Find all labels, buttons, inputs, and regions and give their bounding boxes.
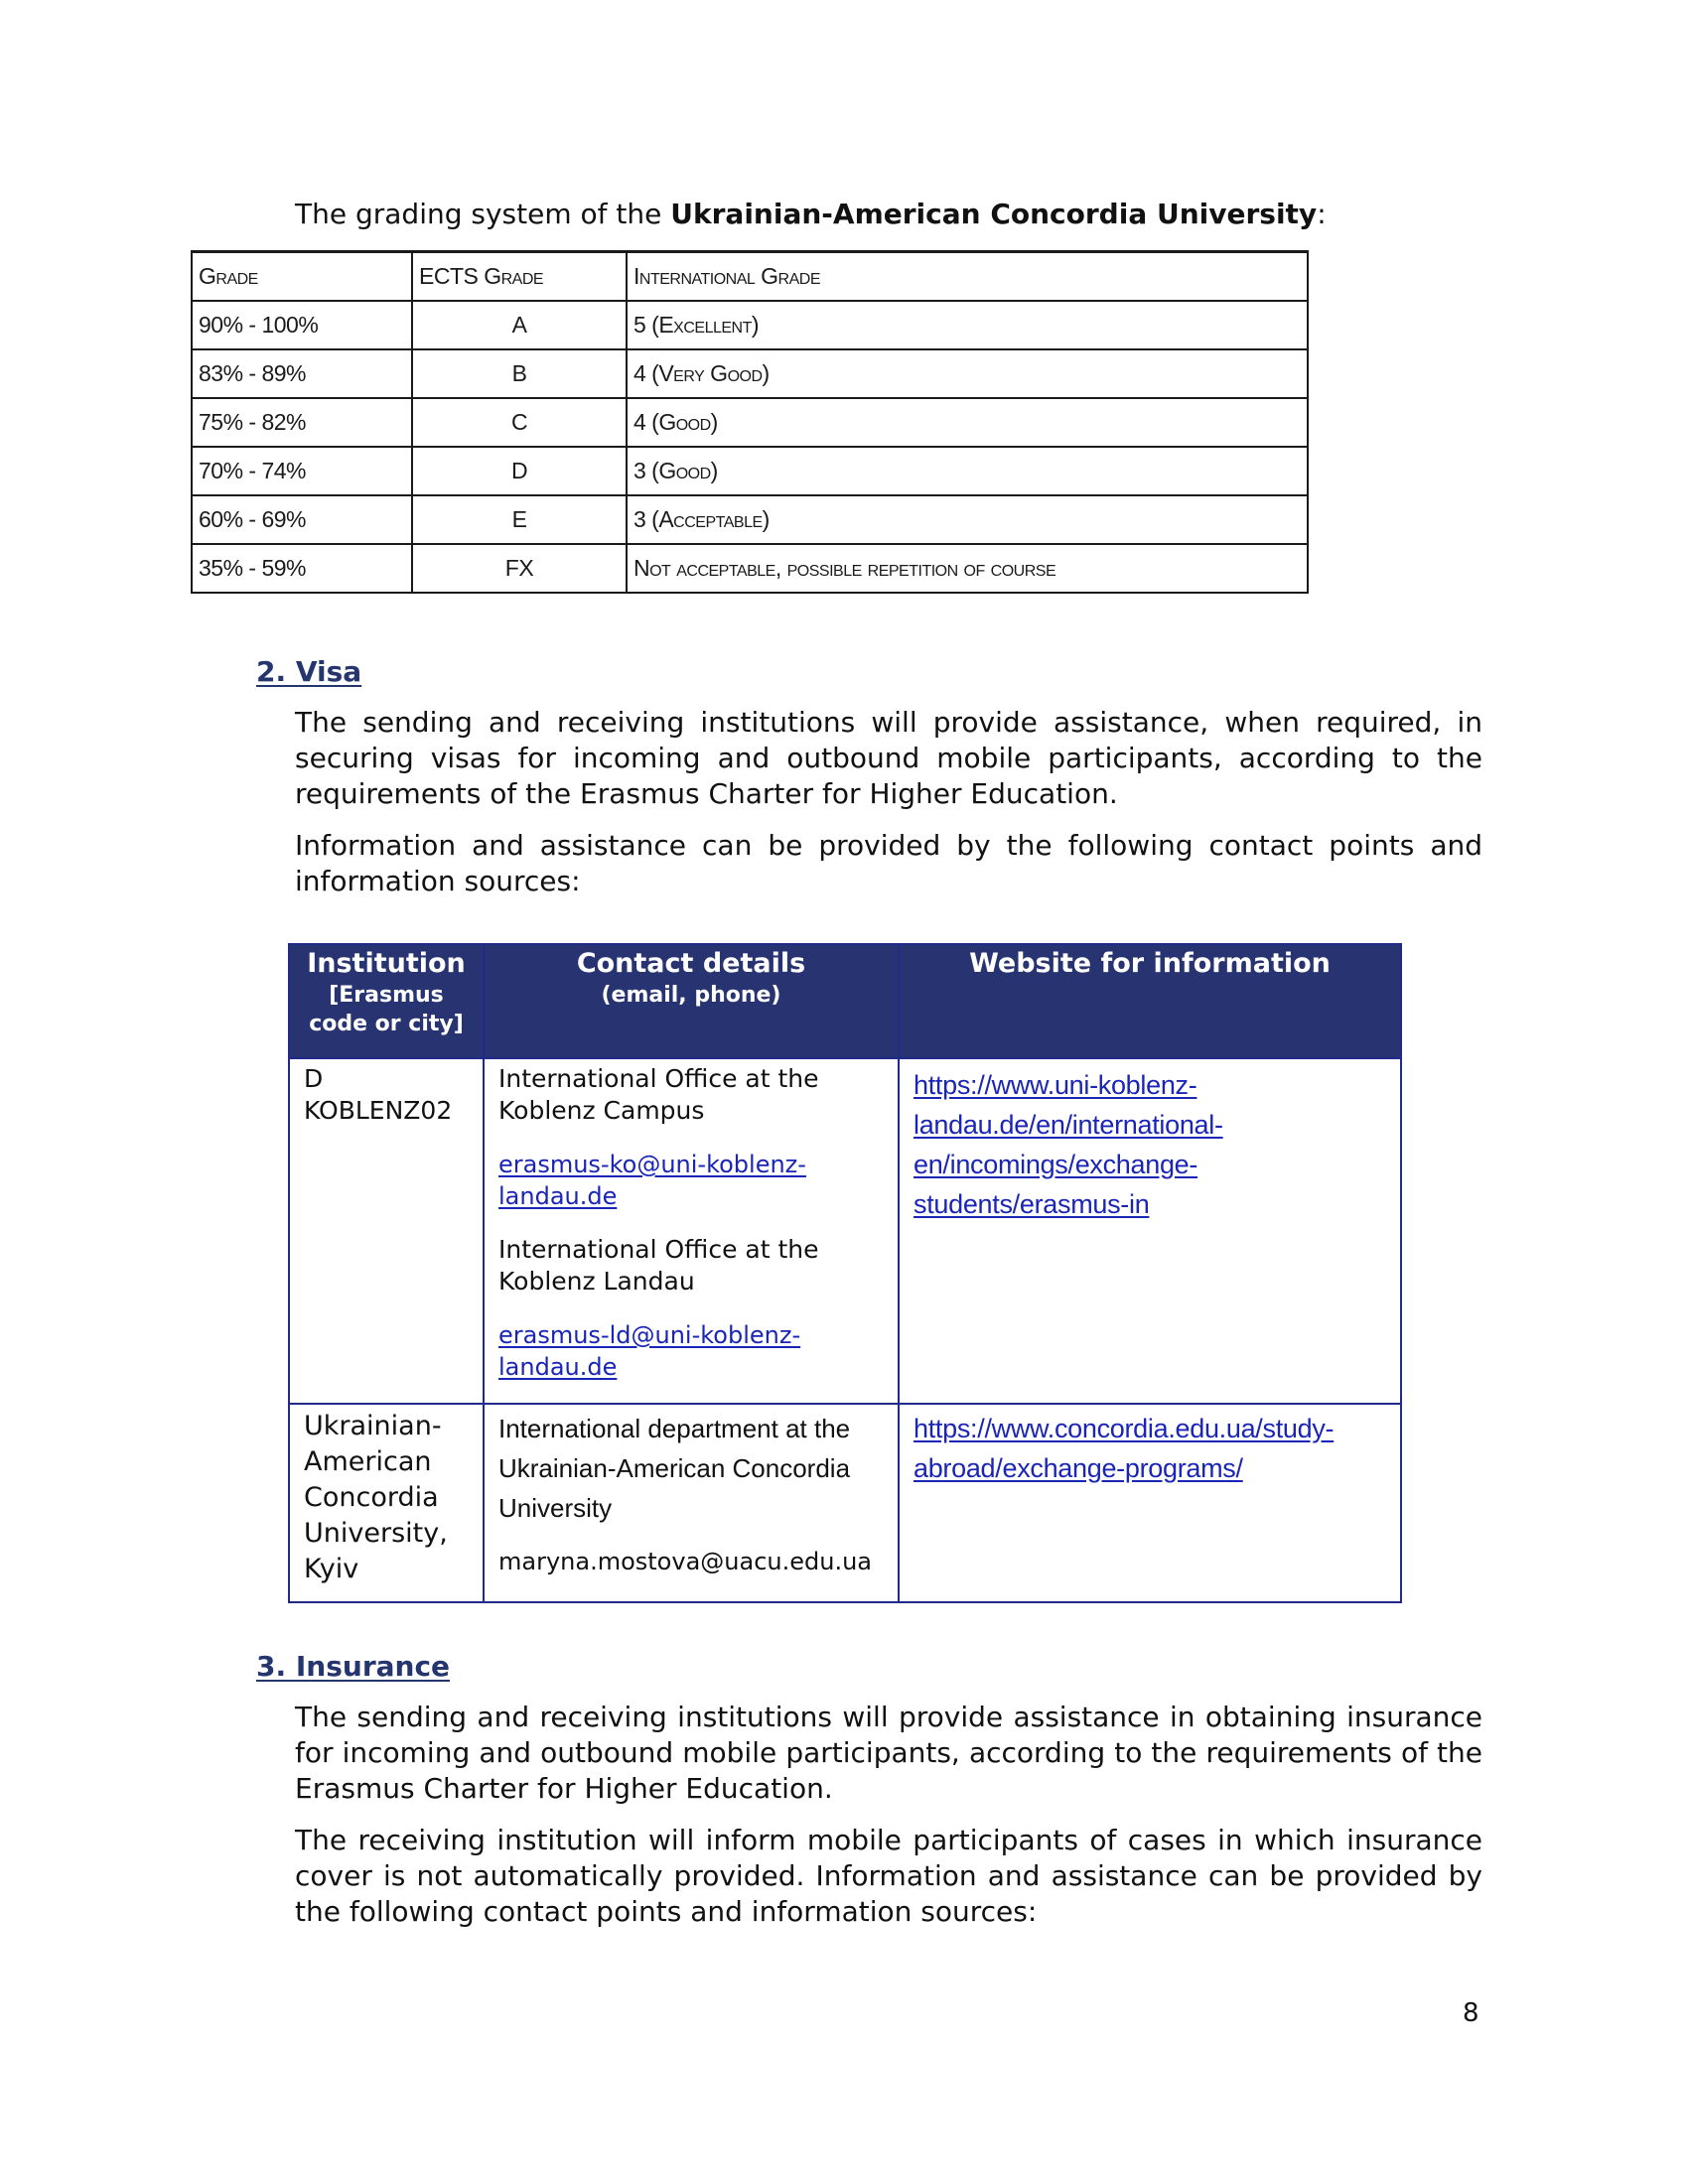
ects-cell: E	[412, 495, 627, 544]
insurance-heading: 3. Insurance	[256, 1650, 451, 1683]
international-cell: 5 (Excellent)	[627, 301, 1308, 349]
insurance-paragraph-2: The receiving institution will inform mobile participants of cases in which insurance cover is not automatically provided. Information and assistance can be provided by the following contact points and information sources:	[295, 1824, 1482, 1928]
table-row	[289, 1058, 1401, 1404]
table-row	[192, 447, 1308, 495]
grading-table	[191, 250, 1309, 594]
ects-cell: A	[412, 301, 627, 349]
table-row	[289, 1404, 1401, 1602]
contact-table	[288, 943, 1402, 1603]
grade-cell: 90% - 100%	[192, 301, 412, 349]
header-contact-sub: (email, phone)	[601, 983, 781, 1008]
website-link[interactable]: https://www.uni-koblenz-landau.de/en/international-en/incomings/exchange-students/erasmus-in	[914, 1070, 1223, 1219]
grade-cell: 70% - 74%	[192, 447, 412, 495]
university-name: Ukrainian-American Concordia University	[670, 198, 1318, 230]
international-cell: 4 (Good)	[627, 398, 1308, 447]
ects-cell: D	[412, 447, 627, 495]
table-row	[192, 544, 1308, 593]
header-international-grade: International Grade	[627, 252, 1308, 302]
email-text: maryna.mostova@uacu.edu.ua	[498, 1548, 872, 1575]
email-link[interactable]: erasmus-ko@uni-koblenz-landau.de	[498, 1151, 806, 1210]
institution-cell: D KOBLENZ02	[289, 1058, 484, 1404]
insurance-paragraph-1: The sending and receiving institutions will provide assistance in obtaining insurance for incoming and outbound mobile participants, according to the requirements of the Erasmus Charter for Higher Education.	[295, 1701, 1482, 1805]
website-link[interactable]: https://www.concordia.edu.ua/study-abroad/exchange-programs/	[914, 1414, 1335, 1483]
grade-cell: 60% - 69%	[192, 495, 412, 544]
office-name: International department at the Ukrainian-American Concordia University	[498, 1414, 851, 1523]
header-contact-details: Contact details (email, phone)	[484, 944, 899, 1058]
international-cell: 3 (Good)	[627, 447, 1308, 495]
grading-intro	[295, 197, 1327, 232]
header-grade: Grade	[192, 252, 412, 302]
grade-cell: 75% - 82%	[192, 398, 412, 447]
ects-cell: FX	[412, 544, 627, 593]
contact-cell	[484, 1404, 899, 1602]
ects-cell: C	[412, 398, 627, 447]
table-row	[192, 349, 1308, 398]
grade-cell: 83% - 89%	[192, 349, 412, 398]
table-row	[192, 301, 1308, 349]
page-number: 8	[1463, 1998, 1479, 2028]
grading-header-row	[192, 252, 1308, 302]
visa-paragraph-1: The sending and receiving institutions will provide assistance, when required, in securing visas for incoming and outbound mobile participants, according to the requirements of the Erasmus Charter for Higher Education.	[295, 706, 1482, 810]
visa-paragraph-2: Information and assistance can be provided by the following contact points and information sources:	[295, 829, 1482, 897]
institution-cell: Ukrainian-American Concordia University, Kyiv	[289, 1404, 484, 1602]
grade-cell: 35% - 59%	[192, 544, 412, 593]
website-cell	[899, 1404, 1401, 1602]
contact-header-row	[289, 944, 1401, 1058]
international-cell: Not acceptable, possible repetition of course	[627, 544, 1308, 593]
header-institution: Institution [Erasmus code or city]	[289, 944, 484, 1058]
intro-suffix: :	[1317, 198, 1327, 230]
contact-cell	[484, 1058, 899, 1404]
international-cell: 4 (Very Good)	[627, 349, 1308, 398]
office-name: International Office at the Koblenz Landau	[498, 1235, 819, 1296]
international-cell: 3 (Acceptable)	[627, 495, 1308, 544]
office-name: International Office at the Koblenz Campus	[498, 1064, 819, 1125]
ects-cell: B	[412, 349, 627, 398]
table-row	[192, 398, 1308, 447]
email-link[interactable]: erasmus-ld@uni-koblenz-landau.de	[498, 1321, 801, 1381]
website-cell	[899, 1058, 1401, 1404]
intro-prefix: The grading system of the	[295, 198, 671, 230]
header-institution-sub: [Erasmus code or city]	[309, 983, 464, 1036]
table-row	[192, 495, 1308, 544]
header-ects-grade: ECTS Grade	[412, 252, 627, 302]
visa-heading: 2. Visa	[256, 655, 362, 688]
header-website: Website for information	[899, 944, 1401, 1058]
